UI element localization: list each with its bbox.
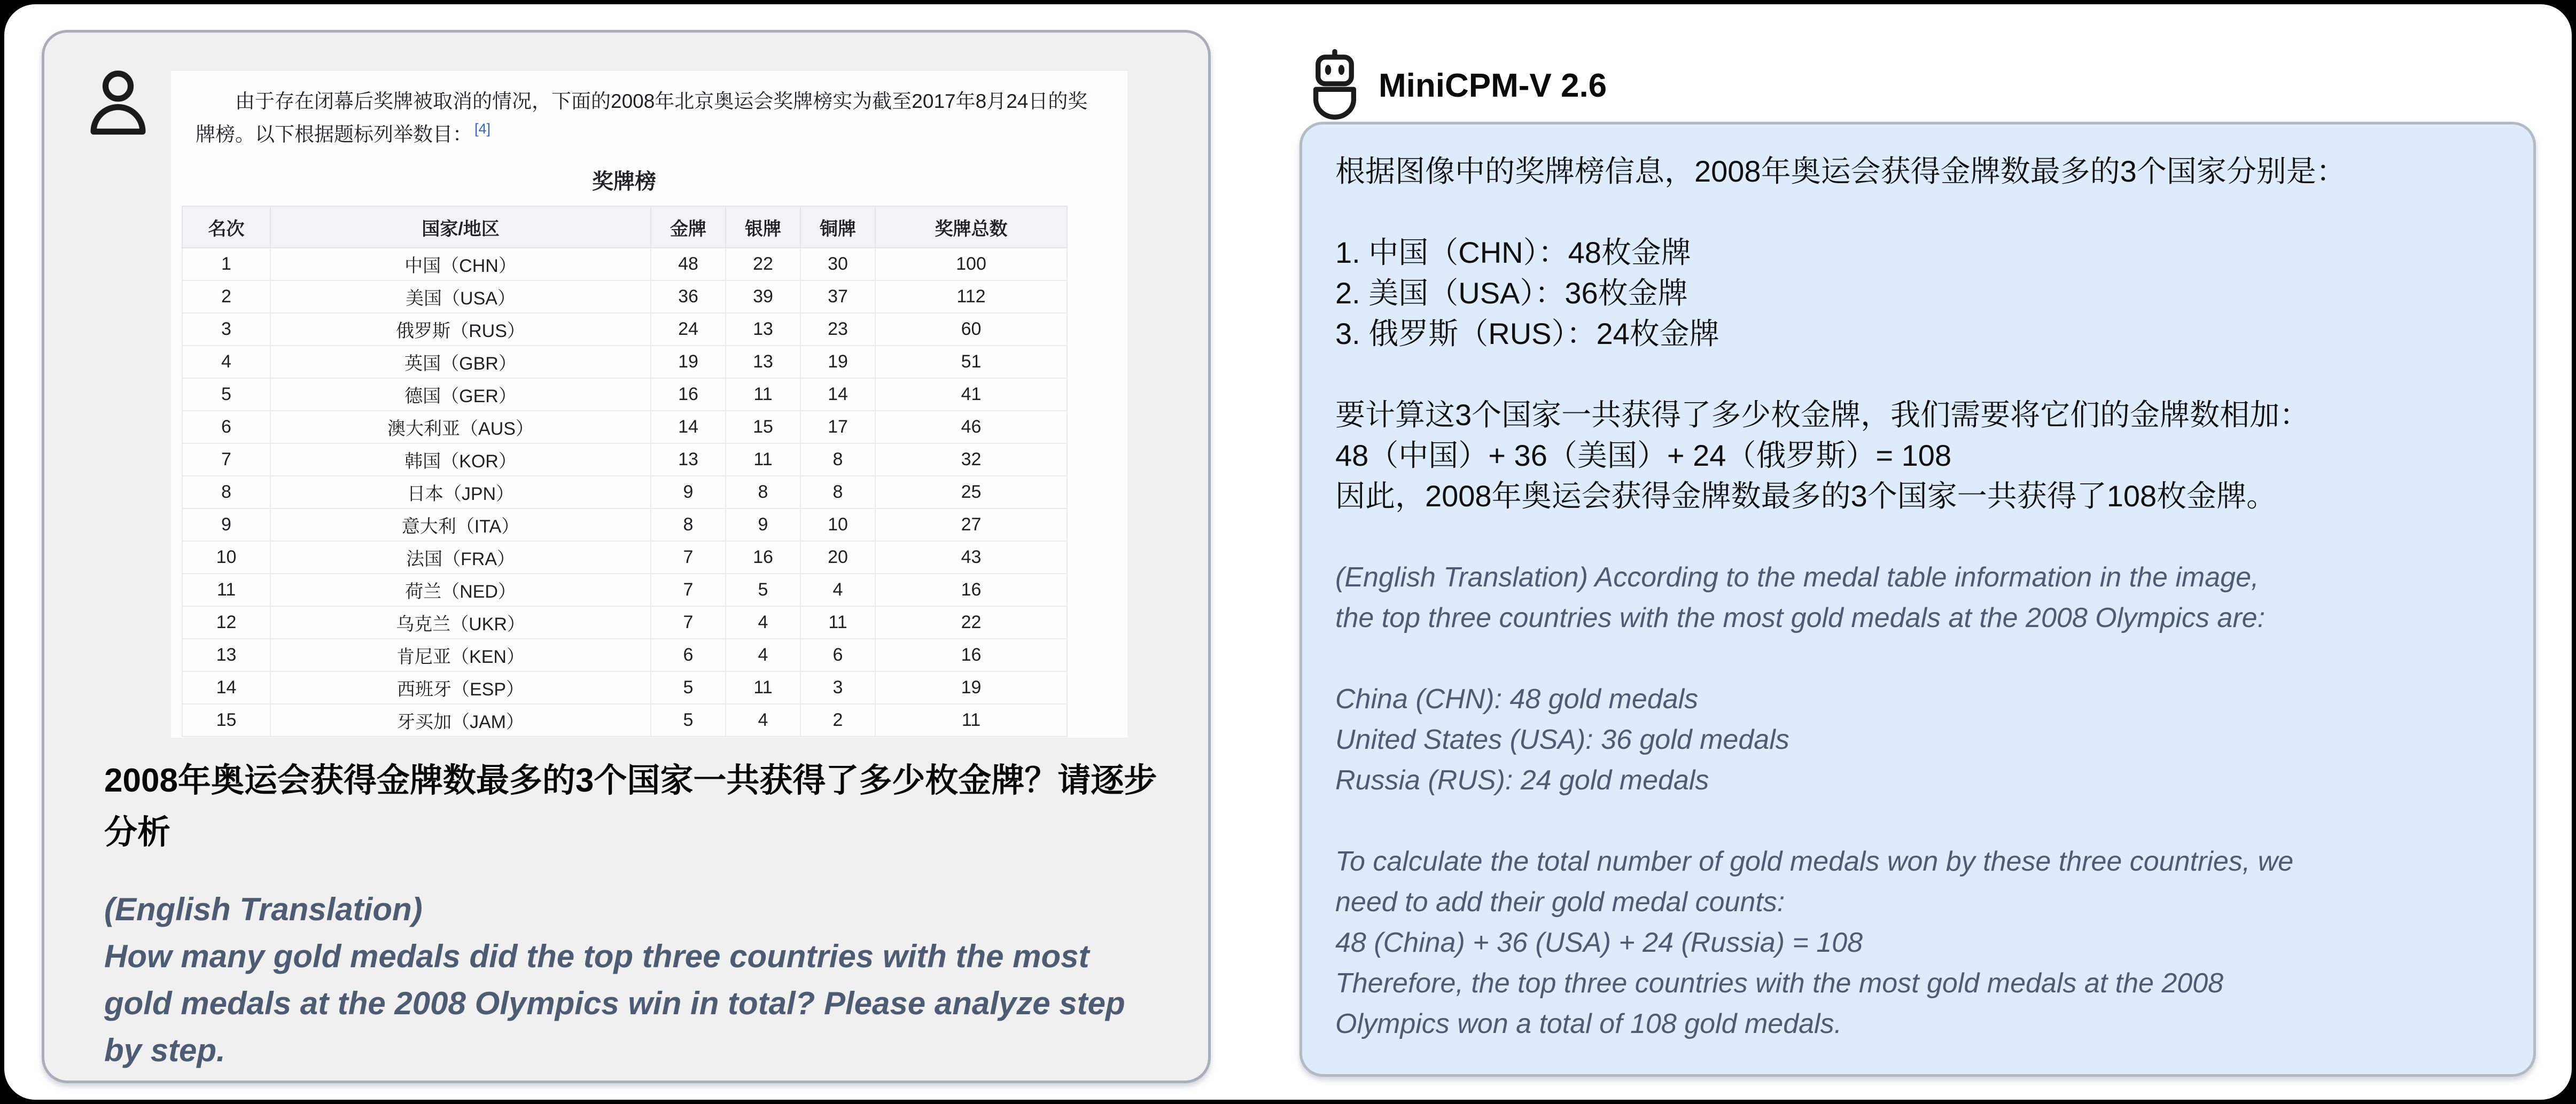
- medal-table-cell: 19: [800, 346, 875, 378]
- medal-table-row: [182, 508, 1067, 541]
- medal-table-cell: 日本（JPN）: [270, 476, 651, 508]
- medal-table-cell: 西班牙（ESP）: [270, 671, 651, 704]
- medal-table-row: [182, 541, 1067, 574]
- medal-table-cell: 11: [182, 574, 270, 606]
- answer-line-chinese: 根据图像中的奖牌榜信息，2008年奥运会获得金牌数最多的3个国家分别是：: [1335, 154, 2346, 188]
- medal-table-cell: 荷兰（NED）: [270, 574, 651, 606]
- medal-table-cell: 2: [182, 280, 270, 313]
- medal-table-cell: 23: [800, 313, 875, 346]
- medal-table-cell: 8: [651, 508, 726, 541]
- medal-table-cell: 11: [875, 704, 1067, 737]
- robot-icon: [1307, 48, 1363, 123]
- medal-table-cell: 15: [726, 411, 800, 443]
- medal-table-cell: 3: [800, 671, 875, 704]
- screenshot-intro-text: [171, 71, 1127, 153]
- model-answer-box: [1299, 122, 2536, 1077]
- medal-table-cell: 13: [651, 443, 726, 476]
- medal-table-cell: 5: [651, 704, 726, 737]
- answer-line-chinese: 48（中国）+ 36（美国）+ 24（俄罗斯）= 108: [1335, 439, 1952, 472]
- medal-table-row: [182, 378, 1067, 411]
- medal-table-cell: 60: [875, 313, 1067, 346]
- medal-table-header-cell: 金牌: [651, 206, 726, 248]
- medal-table-cell: 20: [800, 541, 875, 574]
- medal-table-cell: 英国（GBR）: [270, 346, 651, 378]
- medal-table-cell: 乌克兰（UKR）: [270, 606, 651, 639]
- medal-table-header-cell: 国家/地区: [270, 206, 651, 248]
- medal-table-cell: 9: [182, 508, 270, 541]
- medal-table-cell: 意大利（ITA）: [270, 508, 651, 541]
- answer-line-english: China (CHN): 48 gold medals: [1335, 684, 1699, 715]
- medal-table-row: [182, 476, 1067, 508]
- medal-table-title: 奖牌榜: [592, 170, 656, 193]
- model-header: [1307, 48, 1607, 123]
- medal-table-cell: 48: [651, 248, 726, 280]
- medal-table-cell: 7: [651, 574, 726, 606]
- medal-table-cell: 中国（CHN）: [270, 248, 651, 280]
- medal-table-cell: 41: [875, 378, 1067, 411]
- medal-table-row: [182, 248, 1067, 280]
- medal-table-cell: 11: [800, 606, 875, 639]
- intro-text: 由于存在闭幕后奖牌被取消的情况，下面的2008年北京奥运会奖牌榜实为截至2017年8月24日的奖牌榜。以下根据题标列举数目：: [196, 90, 1088, 145]
- medal-table-cell: 肯尼亚（KEN）: [270, 639, 651, 671]
- medal-table-cell: 14: [182, 671, 270, 704]
- medal-table-screenshot: [171, 71, 1127, 738]
- medal-table-cell: 1: [182, 248, 270, 280]
- medal-table-header-cell: 名次: [182, 206, 270, 248]
- medal-table-cell: 8: [800, 476, 875, 508]
- medal-table-cell: 5: [651, 671, 726, 704]
- medal-table-cell: 10: [800, 508, 875, 541]
- medal-table-row: [182, 606, 1067, 639]
- medal-table-cell: 2: [800, 704, 875, 737]
- medal-table-cell: 3: [182, 313, 270, 346]
- medal-table-cell: 25: [875, 476, 1067, 508]
- medal-table-cell: 12: [182, 606, 270, 639]
- answer-line-chinese: 2. 美国（USA）：36枚金牌: [1335, 276, 1688, 310]
- answer-line-chinese: 要计算这3个国家一共获得了多少枚金牌，我们需要将它们的金牌数相加：: [1335, 398, 2310, 432]
- medal-table-cell: 4: [726, 704, 800, 737]
- medal-table-row: [182, 313, 1067, 346]
- answer-line-english: Therefore, the top three countries with the most gold medals at the 2008: [1335, 968, 2224, 999]
- medal-table-cell: 8: [182, 476, 270, 508]
- medal-table-cell: 36: [651, 280, 726, 313]
- medal-table-cell: 37: [800, 280, 875, 313]
- medal-table-cell: 13: [182, 639, 270, 671]
- translation-label: (English Translation): [104, 891, 423, 927]
- medal-table-cell: 32: [875, 443, 1067, 476]
- medal-table-cell: 51: [875, 346, 1067, 378]
- medal-table-cell: 14: [800, 378, 875, 411]
- medal-table-cell: 牙买加（JAM）: [270, 704, 651, 737]
- figure-canvas: [4, 4, 2572, 1100]
- medal-table-cell: 112: [875, 280, 1067, 313]
- question-english-text: How many gold medals did the top three countries with the most gold medals at the 2008 Olympics win in total? Please analyze step by step.: [104, 938, 1125, 1068]
- answer-line-english: (English Translation) According to the medal table information in the image,: [1335, 562, 2259, 593]
- medal-table-cell: 8: [726, 476, 800, 508]
- medal-table-cell: 7: [182, 443, 270, 476]
- answer-line-chinese: [1335, 354, 2500, 395]
- medal-table-header-cell: 奖牌总数: [875, 206, 1067, 248]
- medal-table-cell: 韩国（KOR）: [270, 443, 651, 476]
- medal-table-cell: 24: [651, 313, 726, 346]
- medal-table-cell: 11: [726, 671, 800, 704]
- model-answer-english-translation: [1335, 557, 2500, 1044]
- medal-table-cell: 16: [875, 574, 1067, 606]
- medal-table-cell: 9: [651, 476, 726, 508]
- answer-line-english: 48 (China) + 36 (USA) + 24 (Russia) = 108: [1335, 927, 1863, 958]
- medal-table-cell: 9: [726, 508, 800, 541]
- medal-table-container: [182, 165, 1067, 737]
- medal-table-cell: 4: [726, 606, 800, 639]
- medal-table-cell: 7: [651, 606, 726, 639]
- answer-line-chinese: 因此，2008年奥运会获得金牌数最多的3个国家一共获得了108枚金牌。: [1335, 479, 2277, 513]
- medal-table-row: [182, 443, 1067, 476]
- medal-table-cell: 4: [726, 639, 800, 671]
- medal-table: [182, 206, 1068, 737]
- answer-line-english: To calculate the total number of gold medals won by these three countries, we: [1335, 846, 2294, 877]
- medal-table-cell: 11: [726, 443, 800, 476]
- medal-table-cell: 19: [651, 346, 726, 378]
- medal-table-cell: 14: [651, 411, 726, 443]
- medal-table-cell: 22: [726, 248, 800, 280]
- medal-table-row: [182, 280, 1067, 313]
- medal-table-cell: 6: [182, 411, 270, 443]
- model-answer-chinese: [1335, 151, 2500, 557]
- reference-link[interactable]: [4]: [474, 121, 491, 137]
- answer-line-english: need to add their gold medal counts:: [1335, 887, 1785, 918]
- medal-table-cell: 美国（USA）: [270, 280, 651, 313]
- medal-table-cell: 30: [800, 248, 875, 280]
- answer-line-english: Olympics won a total of 108 gold medals.: [1335, 1008, 1842, 1039]
- medal-table-row: [182, 704, 1067, 737]
- medal-table-cell: 4: [800, 574, 875, 606]
- model-name: MiniCPM-V 2.6: [1379, 67, 1607, 104]
- medal-table-cell: 39: [726, 280, 800, 313]
- answer-line-chinese: [1335, 192, 2500, 232]
- medal-table-row: [182, 346, 1067, 378]
- answer-line-english: United States (USA): 36 gold medals: [1335, 724, 1789, 755]
- medal-table-cell: 13: [726, 313, 800, 346]
- medal-table-row: [182, 574, 1067, 606]
- medal-table-cell: 16: [726, 541, 800, 574]
- medal-table-cell: 22: [875, 606, 1067, 639]
- medal-table-cell: 法国（FRA）: [270, 541, 651, 574]
- medal-table-cell: 43: [875, 541, 1067, 574]
- medal-table-cell: 27: [875, 508, 1067, 541]
- medal-table-cell: 澳大利亚（AUS）: [270, 411, 651, 443]
- medal-table-cell: 15: [182, 704, 270, 737]
- medal-table-cell: 德国（GER）: [270, 378, 651, 411]
- medal-table-cell: 11: [726, 378, 800, 411]
- medal-table-cell: 4: [182, 346, 270, 378]
- answer-line-english: [1335, 638, 2500, 679]
- medal-table-row: [182, 639, 1067, 671]
- medal-table-cell: 6: [651, 639, 726, 671]
- medal-table-cell: 100: [875, 248, 1067, 280]
- medal-table-row: [182, 411, 1067, 443]
- answer-line-english: [1335, 801, 2500, 841]
- user-question-english-translation: [104, 886, 1151, 1074]
- medal-table-cell: 46: [875, 411, 1067, 443]
- medal-table-cell: 7: [651, 541, 726, 574]
- medal-table-header-cell: 银牌: [726, 206, 800, 248]
- user-question-panel: [42, 30, 1211, 1083]
- answer-line-english: Russia (RUS): 24 gold medals: [1335, 765, 1709, 796]
- medal-table-header-row: [182, 206, 1067, 248]
- medal-table-cell: 16: [651, 378, 726, 411]
- medal-table-cell: 5: [726, 574, 800, 606]
- answer-line-english: the top three countries with the most gold medals at the 2008 Olympics are:: [1335, 602, 2266, 633]
- answer-line-chinese: 1. 中国（CHN）：48枚金牌: [1335, 236, 1691, 269]
- medal-table-cell: 16: [875, 639, 1067, 671]
- medal-table-cell: 13: [726, 346, 800, 378]
- medal-table-cell: 17: [800, 411, 875, 443]
- answer-line-chinese: [1335, 516, 2500, 557]
- medal-table-header-cell: 铜牌: [800, 206, 875, 248]
- medal-table-cell: 19: [875, 671, 1067, 704]
- user-question-chinese: 2008年奥运会获得金牌数最多的3个国家一共获得了多少枚金牌？请逐步分析: [104, 762, 1157, 851]
- medal-table-row: [182, 671, 1067, 704]
- user-icon: [88, 70, 148, 139]
- medal-table-cell: 10: [182, 541, 270, 574]
- medal-table-cell: 俄罗斯（RUS）: [270, 313, 651, 346]
- answer-line-chinese: 3. 俄罗斯（RUS）：24枚金牌: [1335, 317, 1719, 350]
- medal-table-cell: 8: [800, 443, 875, 476]
- medal-table-cell: 5: [182, 378, 270, 411]
- medal-table-cell: 6: [800, 639, 875, 671]
